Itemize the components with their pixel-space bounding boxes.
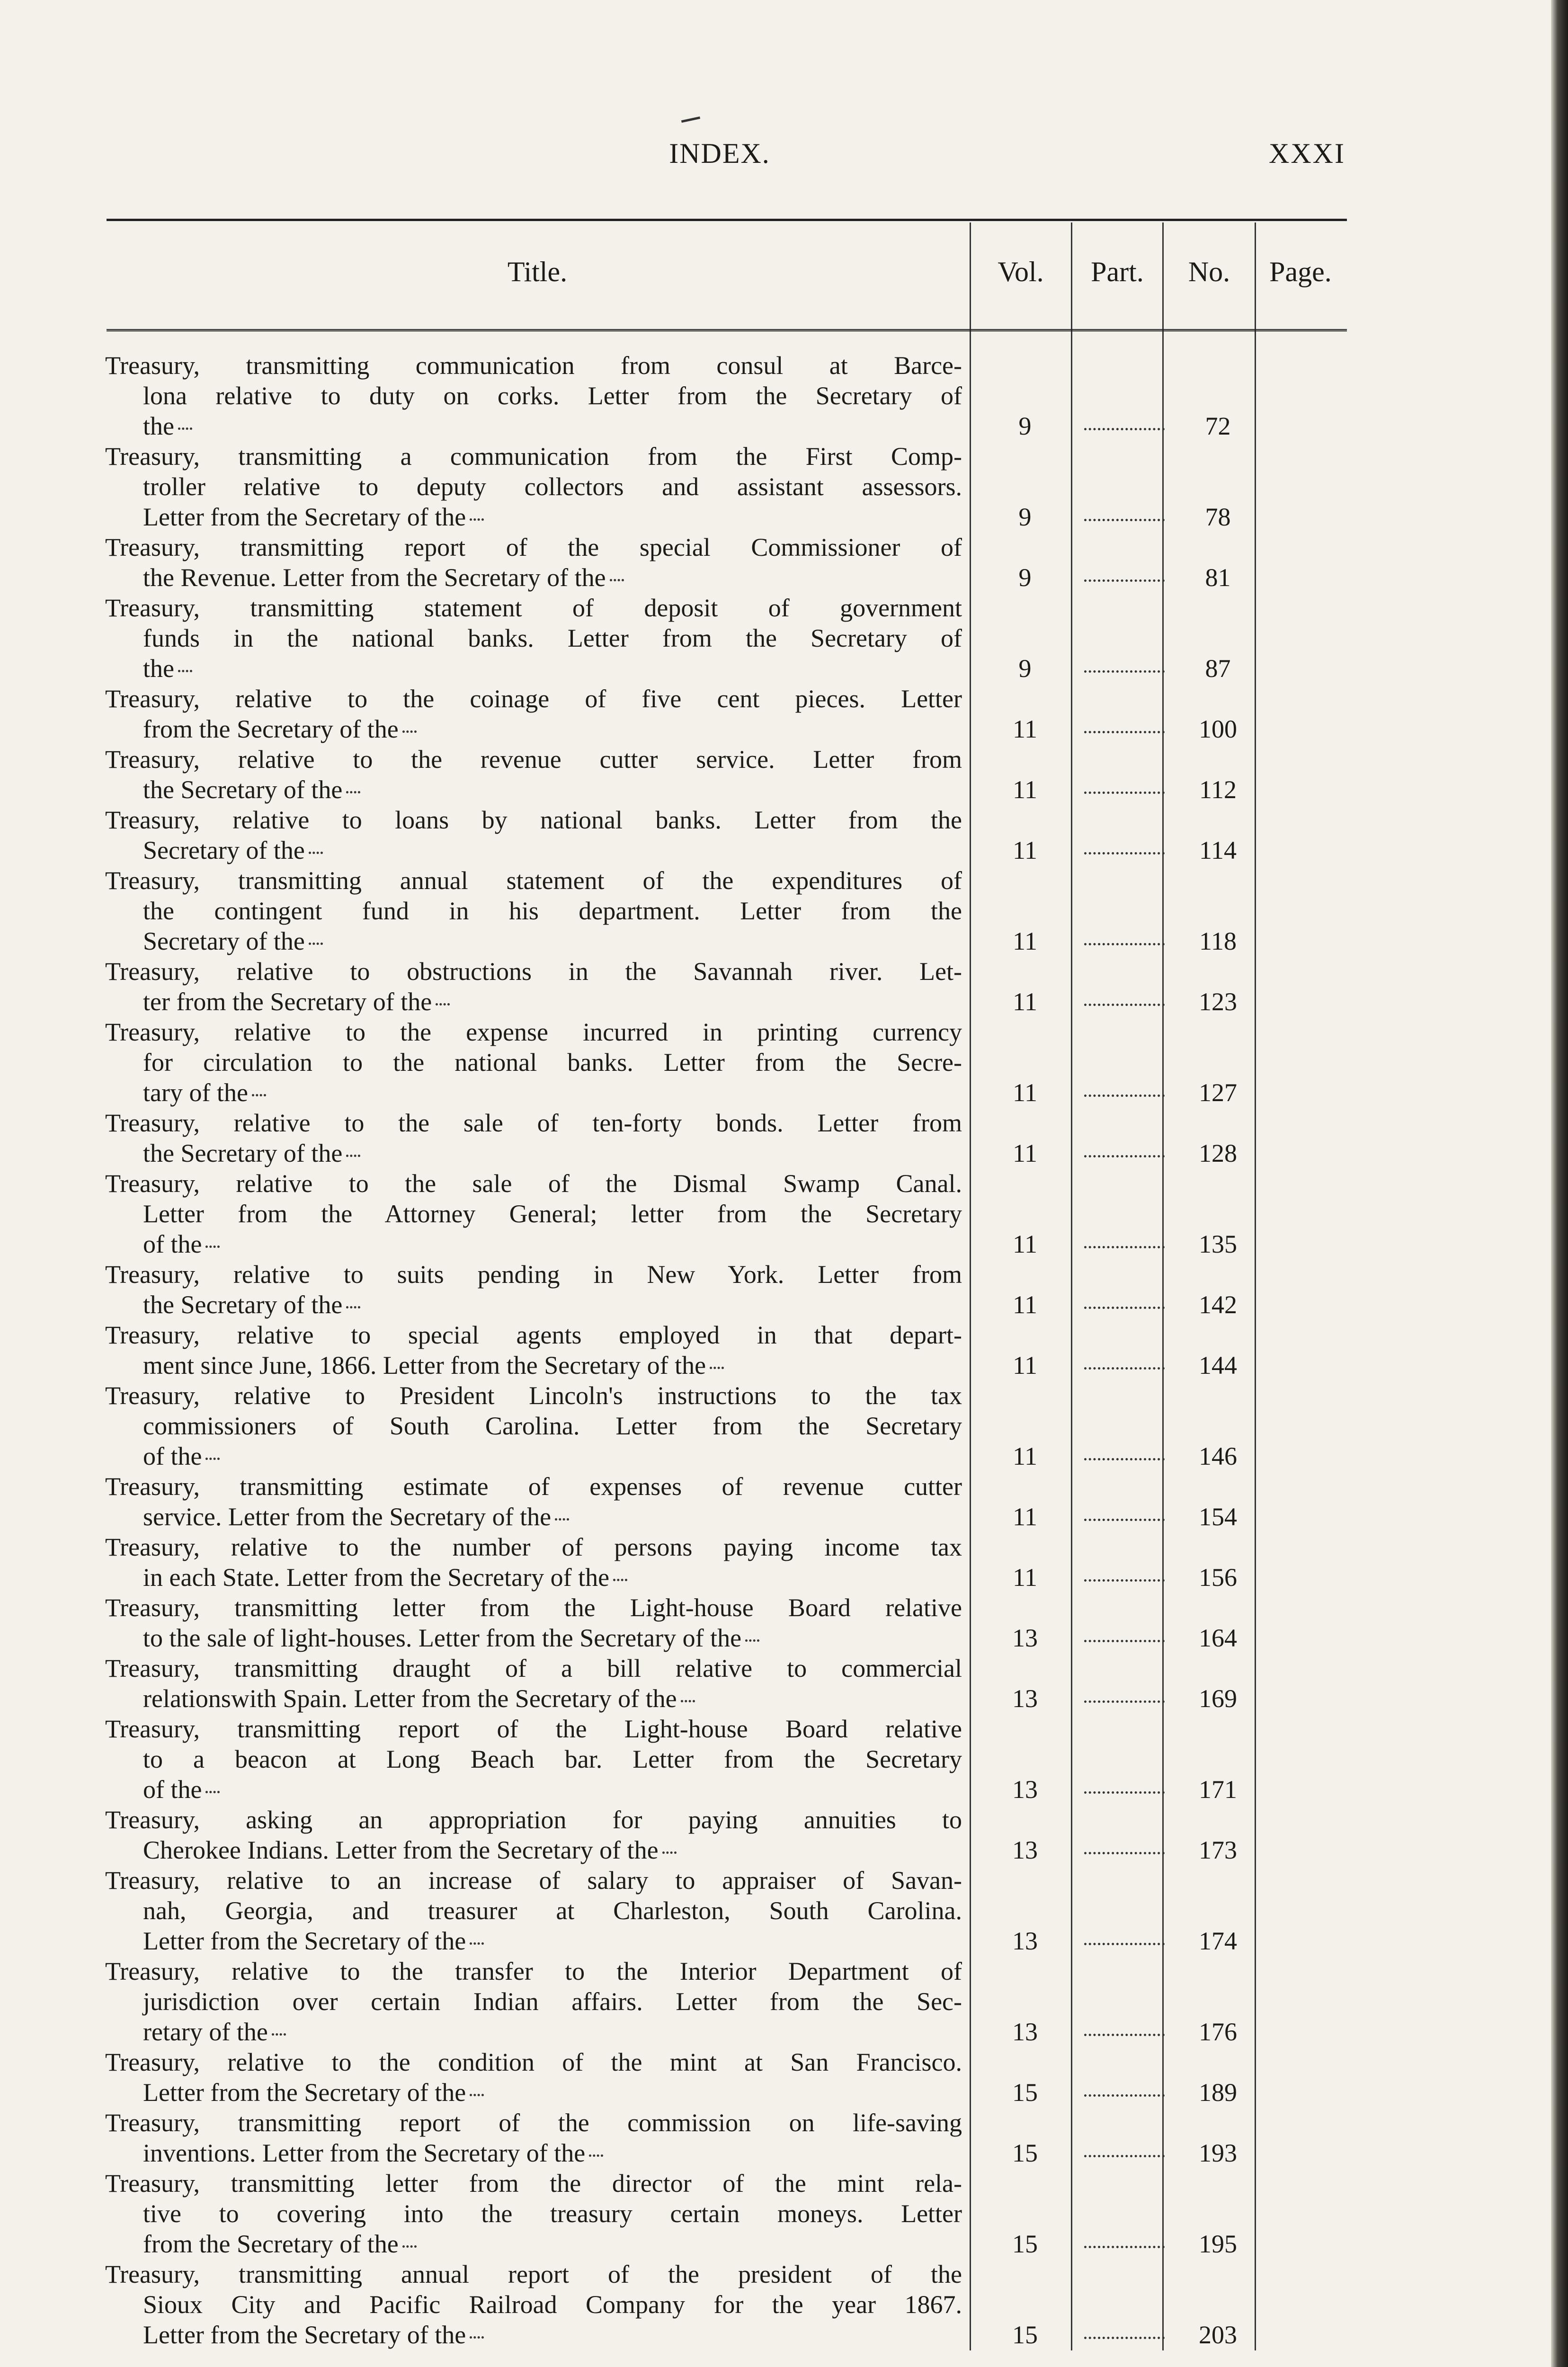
- entry-title-line: service. Letter from the Secretary of the: [143, 1502, 962, 1532]
- entry-volume: 11: [1013, 1290, 1037, 1319]
- entry-title-line: of the: [143, 1774, 962, 1805]
- entry-title-line: Treasury, transmitting a communication from the First Comp-: [105, 442, 962, 471]
- entry-number: 169: [1199, 1684, 1237, 1713]
- entry-number: 114: [1199, 836, 1237, 864]
- entry-title: [105, 532, 962, 593]
- entry-number: 195: [1199, 2230, 1237, 2258]
- entry-title-line: relationswith Spain. Letter from the Secretary of the: [143, 1683, 962, 1714]
- entry-title-line: Treasury, relative to the sale of the Dismal Swamp Canal.: [105, 1169, 962, 1198]
- entry-part-blank: [1084, 1246, 1165, 1248]
- entry-title-line: Treasury, transmitting annual statement of the expenditures of: [105, 866, 962, 895]
- table-row: [0, 1017, 1568, 1108]
- table-row: [0, 2108, 1568, 2168]
- entry-title: [105, 684, 962, 744]
- entry-number: 173: [1199, 1836, 1237, 1864]
- entry-number: 203: [1199, 2321, 1237, 2349]
- ink-mark: [681, 116, 701, 127]
- dot-leader: [178, 427, 192, 430]
- entry-title-line: Treasury, transmitting draught of a bill relative to commercial: [105, 1654, 962, 1682]
- entry-part-blank: [1084, 1852, 1165, 1854]
- table-row: [0, 1865, 1568, 1956]
- table-row: [0, 1168, 1568, 1259]
- dot-leader: [309, 943, 323, 945]
- entry-title: [105, 2168, 962, 2259]
- column-header-no: No.: [1188, 256, 1230, 287]
- entry-title-line: ter from the Secretary of the: [143, 987, 962, 1017]
- entry-number: 100: [1199, 715, 1237, 743]
- entry-volume: 15: [1012, 2078, 1038, 2107]
- table-row: [0, 1320, 1568, 1380]
- entry-title-line: tary of the: [143, 1077, 962, 1108]
- entry-part-blank: [1084, 1004, 1165, 1006]
- entry-title-line: the Revenue. Letter from the Secretary of the: [143, 562, 962, 593]
- entry-title-line: Treasury, relative to an increase of salary to appraiser of Savan-: [105, 1866, 962, 1895]
- dot-leader: [745, 1639, 759, 1642]
- entry-part-blank: [1084, 2155, 1165, 2157]
- entry-title-line: Treasury, relative to President Lincoln's instructions to the tax: [105, 1381, 962, 1410]
- entry-title: [105, 350, 962, 441]
- entry-title-line: retary of the: [143, 2017, 962, 2047]
- entry-number: 193: [1199, 2139, 1237, 2167]
- table-row: [0, 1532, 1568, 1593]
- dot-leader: [402, 730, 417, 733]
- entry-title: [105, 1320, 962, 1380]
- entry-volume: 9: [1018, 654, 1032, 683]
- entry-title: [105, 441, 962, 532]
- entry-part-blank: [1084, 2337, 1165, 2339]
- entry-title-line: the Secretary of the: [143, 1290, 962, 1320]
- entry-volume: 9: [1018, 412, 1032, 440]
- entry-title-line: the Secretary of the: [143, 1138, 962, 1168]
- entry-part-blank: [1084, 1155, 1165, 1157]
- entry-title: [105, 2259, 962, 2350]
- entry-volume: 11: [1013, 1442, 1037, 1470]
- entry-number: 72: [1205, 412, 1231, 440]
- entry-title-line: ment since June, 1866. Letter from the Secretary of the: [143, 1350, 962, 1380]
- entry-volume: 11: [1013, 1351, 1037, 1379]
- entry-title-line: Treasury, asking an appropriation for paying annuities to: [105, 1806, 962, 1834]
- entry-volume: 11: [1013, 1503, 1037, 1531]
- entry-volume: 11: [1013, 775, 1037, 804]
- entry-part-blank: [1084, 2246, 1165, 2248]
- entry-title-line: to a beacon at Long Beach bar. Letter from the Secretary: [143, 1745, 962, 1773]
- entry-part-blank: [1084, 579, 1165, 582]
- entry-title: [105, 1532, 962, 1593]
- entry-part-blank: [1084, 943, 1165, 945]
- entry-title-line: funds in the national banks. Letter from the Secretary of: [143, 624, 962, 652]
- entry-number: 156: [1199, 1563, 1237, 1592]
- entry-part-blank: [1084, 1458, 1165, 1460]
- column-header-page: Page.: [1269, 256, 1332, 287]
- entry-title-line: Treasury, relative to the revenue cutter service. Letter from: [105, 745, 962, 774]
- dot-leader: [610, 579, 624, 581]
- page-title: INDEX.: [669, 138, 770, 169]
- dot-leader: [205, 1791, 220, 1793]
- entry-title-line: the contingent fund in his department. Letter from the: [143, 897, 962, 925]
- entry-title-line: Treasury, transmitting statement of deposit of government: [105, 594, 962, 622]
- entry-volume: 13: [1012, 1775, 1038, 1804]
- dot-leader: [710, 1367, 724, 1369]
- entry-title-line: from the Secretary of the: [143, 2229, 962, 2259]
- entry-title-line: the Secretary of the: [143, 774, 962, 805]
- entry-part-blank: [1084, 2034, 1165, 2036]
- entry-title-line: Treasury, transmitting letter from the director of the mint rela-: [105, 2169, 962, 2198]
- entry-title-line: commissioners of South Carolina. Letter from the Secretary: [143, 1412, 962, 1440]
- table-row: [0, 1653, 1568, 1714]
- entry-title-line: Treasury, relative to suits pending in New York. Letter from: [105, 1260, 962, 1289]
- entry-volume: 13: [1012, 1684, 1038, 1713]
- entry-number: 123: [1199, 988, 1237, 1016]
- entry-title: [105, 1805, 962, 1865]
- table-row: [0, 865, 1568, 956]
- entry-title-line: from the Secretary of the: [143, 714, 962, 744]
- entry-volume: 9: [1018, 563, 1032, 592]
- entry-volume: 11: [1013, 836, 1037, 864]
- entry-volume: 11: [1013, 927, 1037, 955]
- entry-title: [105, 956, 962, 1017]
- dot-leader: [346, 1155, 360, 1157]
- entry-title-line: inventions. Letter from the Secretary of the: [143, 2138, 962, 2168]
- entry-title: [105, 1956, 962, 2047]
- entry-volume: 15: [1012, 2321, 1038, 2349]
- dot-leader: [205, 1246, 220, 1248]
- entry-title: [105, 1017, 962, 1108]
- entry-title-line: Treasury, transmitting communication from consul at Barce-: [105, 351, 962, 380]
- entry-title-line: Letter from the Secretary of the: [143, 1926, 962, 1956]
- entry-number: 128: [1199, 1139, 1237, 1167]
- entry-title: [105, 1593, 962, 1653]
- entry-title-line: Treasury, transmitting annual report of the president of the: [105, 2260, 962, 2288]
- dot-leader: [205, 1458, 220, 1460]
- table-row: [0, 2047, 1568, 2108]
- entry-title: [105, 1471, 962, 1532]
- dot-leader: [470, 1942, 484, 1945]
- entry-part-blank: [1084, 852, 1165, 854]
- entry-title-line: of the: [143, 1441, 962, 1471]
- entry-number: 146: [1199, 1442, 1237, 1470]
- entry-title-line: Treasury, relative to the sale of ten-forty bonds. Letter from: [105, 1109, 962, 1137]
- entry-title: [105, 2047, 962, 2108]
- dot-leader: [681, 1700, 695, 1702]
- dot-leader: [470, 2336, 484, 2339]
- entry-number: 189: [1199, 2078, 1237, 2107]
- entry-number: 135: [1199, 1230, 1237, 1258]
- entry-part-blank: [1084, 519, 1165, 521]
- entry-title: [105, 805, 962, 865]
- table-row: [0, 1380, 1568, 1471]
- entry-title-line: Secretary of the: [143, 926, 962, 956]
- entry-volume: 11: [1013, 1078, 1037, 1107]
- entry-title-line: the: [143, 653, 962, 684]
- column-header-title: Title.: [507, 256, 568, 287]
- dot-leader: [613, 1579, 627, 1581]
- entry-title-line: lona relative to duty on corks. Letter from the Secretary of: [143, 382, 962, 410]
- table-row: [0, 1714, 1568, 1805]
- entry-volume: 11: [1013, 1139, 1037, 1167]
- entry-number: 144: [1199, 1351, 1237, 1379]
- table-row: [0, 805, 1568, 865]
- entry-title-line: Treasury, transmitting estimate of expenses of revenue cutter: [105, 1472, 962, 1501]
- table-row: [0, 1471, 1568, 1532]
- entry-title-line: the: [143, 411, 962, 441]
- entry-title: [105, 2108, 962, 2168]
- entry-volume: 13: [1012, 1927, 1038, 1955]
- entry-title-line: Treasury, relative to the coinage of five cent pieces. Letter: [105, 685, 962, 713]
- dot-leader: [470, 2094, 484, 2096]
- entry-title-line: Treasury, relative to special agents employed in that depart-: [105, 1321, 962, 1349]
- entry-part-blank: [1084, 1791, 1165, 1794]
- entry-part-blank: [1084, 731, 1165, 733]
- header-rule: [107, 219, 1347, 221]
- entry-number: 78: [1205, 503, 1231, 531]
- entry-title-line: of the: [143, 1229, 962, 1259]
- entry-number: 112: [1199, 775, 1237, 804]
- entry-title: [105, 1108, 962, 1168]
- entry-title-line: jurisdiction over certain Indian affairs. Letter from the Sec-: [143, 1987, 962, 2016]
- entry-volume: 11: [1013, 1230, 1037, 1258]
- entry-title-line: Treasury, relative to loans by national banks. Letter from the: [105, 806, 962, 834]
- entry-volume: 11: [1013, 715, 1037, 743]
- entry-title-line: tive to covering into the treasury certain moneys. Letter: [143, 2199, 962, 2228]
- entry-title: [105, 1259, 962, 1320]
- dot-leader: [555, 1518, 569, 1521]
- entry-part-blank: [1084, 1367, 1165, 1370]
- table-row: [0, 350, 1568, 441]
- entry-title: [105, 1653, 962, 1714]
- entry-part-blank: [1084, 1640, 1165, 1642]
- entry-number: 81: [1205, 563, 1231, 592]
- entry-part-blank: [1084, 792, 1165, 794]
- entry-title-line: Treasury, transmitting report of the special Commissioner of: [105, 533, 962, 561]
- entry-title-line: Treasury, relative to the condition of the mint at San Francisco.: [105, 2048, 962, 2076]
- entry-volume: 11: [1013, 1563, 1037, 1592]
- table-row: [0, 1593, 1568, 1653]
- entry-title-line: troller relative to deputy collectors and assistant assessors.: [143, 472, 962, 501]
- entry-title-line: Cherokee Indians. Letter from the Secretary of the: [143, 1835, 962, 1865]
- table-row: [0, 2168, 1568, 2259]
- table-row: [0, 532, 1568, 593]
- column-header-part: Part.: [1091, 256, 1144, 287]
- entry-title-line: Sioux City and Pacific Railroad Company for the year 1867.: [143, 2290, 962, 2319]
- dot-leader: [436, 1003, 450, 1006]
- table-row: [0, 1956, 1568, 2047]
- entry-number: 176: [1199, 2018, 1237, 2046]
- entry-title-line: for circulation to the national banks. Letter from the Secre-: [143, 1048, 962, 1077]
- table-row: [0, 1108, 1568, 1168]
- entry-number: 118: [1199, 927, 1237, 955]
- entry-title-line: in each State. Letter from the Secretary of the: [143, 1562, 962, 1593]
- table-row: [0, 1259, 1568, 1320]
- entry-part-blank: [1084, 1579, 1165, 1582]
- dot-leader: [272, 2033, 286, 2036]
- table-row: [0, 744, 1568, 805]
- table-row: [0, 2259, 1568, 2350]
- entry-volume: 9: [1018, 503, 1032, 531]
- entry-title: [105, 744, 962, 805]
- column-header-rule: [107, 329, 1347, 332]
- entry-part-blank: [1084, 1095, 1165, 1097]
- entry-part-blank: [1084, 2094, 1165, 2097]
- entry-title-line: Treasury, transmitting report of the commission on life-saving: [105, 2109, 962, 2137]
- entry-title-line: nah, Georgia, and treasurer at Charleston, South Carolina.: [143, 1896, 962, 1925]
- entry-title-line: Treasury, relative to the transfer to the Interior Department of: [105, 1957, 962, 1985]
- table-row: [0, 441, 1568, 532]
- page-header: [0, 137, 1568, 180]
- entry-volume: 11: [1013, 988, 1037, 1016]
- entry-part-blank: [1084, 1519, 1165, 1521]
- entry-title-line: to the sale of light-houses. Letter from the Secretary of the: [143, 1623, 962, 1653]
- entry-title-line: Treasury, relative to the number of persons paying income tax: [105, 1533, 962, 1561]
- entry-number: 127: [1199, 1078, 1237, 1107]
- entry-title-line: Treasury, transmitting report of the Light-house Board relative: [105, 1715, 962, 1743]
- entry-title: [105, 1865, 962, 1956]
- entry-number: 154: [1199, 1503, 1237, 1531]
- entry-part-blank: [1084, 1943, 1165, 1945]
- dot-leader: [346, 1306, 360, 1308]
- dot-leader: [309, 852, 323, 854]
- dot-leader: [178, 670, 192, 672]
- entry-part-blank: [1084, 670, 1165, 673]
- table-row: [0, 684, 1568, 744]
- entry-number: 171: [1199, 1775, 1237, 1804]
- entry-number: 87: [1205, 654, 1231, 683]
- entry-title-line: Treasury, relative to obstructions in the Savannah river. Let-: [105, 957, 962, 986]
- entry-title-line: Letter from the Attorney General; letter from the Secretary: [143, 1200, 962, 1228]
- entry-number: 174: [1199, 1927, 1237, 1955]
- entry-volume: 13: [1012, 1624, 1038, 1652]
- entry-title-line: Letter from the Secretary of the: [143, 502, 962, 532]
- entry-number: 164: [1199, 1624, 1237, 1652]
- dot-leader: [346, 791, 360, 793]
- entry-part-blank: [1084, 1307, 1165, 1309]
- dot-leader: [589, 2154, 603, 2157]
- column-header-vol: Vol.: [998, 256, 1044, 287]
- entry-title-line: Secretary of the: [143, 835, 962, 865]
- entry-title: [105, 1714, 962, 1805]
- entry-volume: 15: [1012, 2139, 1038, 2167]
- dot-leader: [662, 1851, 677, 1854]
- dot-leader: [252, 1094, 266, 1096]
- entry-number: 142: [1199, 1290, 1237, 1319]
- dot-leader: [402, 2245, 417, 2248]
- entry-volume: 13: [1012, 2018, 1038, 2046]
- entry-title: [105, 1168, 962, 1259]
- entry-part-blank: [1084, 428, 1165, 430]
- entry-title-line: Letter from the Secretary of the: [143, 2077, 962, 2108]
- entry-title-line: Treasury, relative to the expense incurred in printing currency: [105, 1018, 962, 1046]
- entry-title-line: Treasury, transmitting letter from the Light-house Board relative: [105, 1593, 962, 1622]
- table-row: [0, 1805, 1568, 1865]
- table-row: [0, 593, 1568, 684]
- entry-volume: 13: [1012, 1836, 1038, 1864]
- entry-part-blank: [1084, 1700, 1165, 1703]
- table-row: [0, 956, 1568, 1017]
- dot-leader: [470, 518, 484, 521]
- entry-title: [105, 865, 962, 956]
- entry-title-line: Letter from the Secretary of the: [143, 2320, 962, 2350]
- entry-title: [105, 1380, 962, 1471]
- page-number: XXXI: [1269, 138, 1345, 169]
- entry-title: [105, 593, 962, 684]
- entry-volume: 15: [1012, 2230, 1038, 2258]
